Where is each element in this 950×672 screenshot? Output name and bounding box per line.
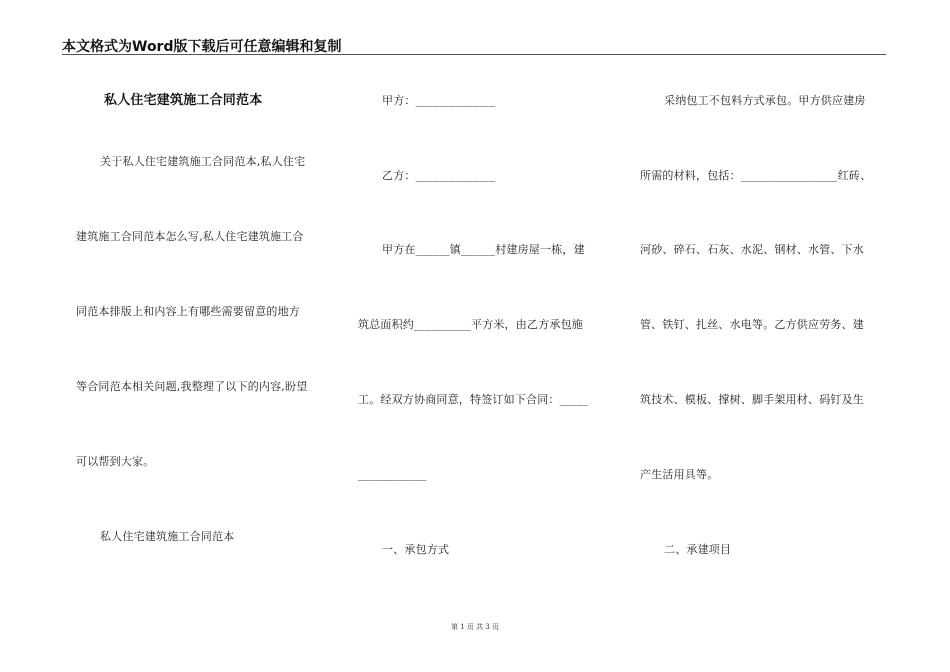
section-heading-1: 一、承包方式 [382,543,450,556]
paragraph-line: 甲方在______镇______村建房屋一栋，建 [382,243,585,256]
paragraph-line: 关于私人住宅建筑施工合同范本,私人住宅 [100,155,306,168]
paragraph-line: 产生活用具等。 [640,468,719,481]
paragraph-line: ____________ [358,468,427,481]
column-2 [358,0,610,672]
section-subtitle: 私人住宅建筑施工合同范本 [100,530,235,543]
paragraph-line: 等合同范本相关问题,我整理了以下的内容,盼望 [76,380,308,393]
party-b-line: 乙方：______________ [382,169,496,182]
paragraph-line: 建筑施工合同范本怎么写,私人住宅建筑施工合 [76,230,304,243]
column-1 [76,0,326,672]
page-footer: 第 1 页 共 3 页 [450,623,500,631]
document-title: 私人住宅建筑施工合同范本 [104,93,263,108]
party-a-line: 甲方：______________ [382,94,496,107]
section-heading-2: 二、承建项目 [664,543,732,556]
paragraph-line: 采纳包工不包料方式承包。甲方供应建房 [664,94,866,107]
paragraph-line: 管、铁钉、扎丝、水电等。乙方供应劳务、建 [640,318,864,331]
header-title: 本文格式为Word版下载后可任意编辑和复制 [62,39,342,55]
paragraph-line: 筑技术、模板、撑树、脚手架用材、码钉及生 [640,393,864,406]
paragraph-line: 同范本排版上和内容上有哪些需要留意的地方 [76,305,300,318]
paragraph-line: 筑总面积约__________平方米，由乙方承包施 [358,318,583,331]
paragraph-line: 所需的材料，包括：_________________红砖、 [640,169,872,182]
paragraph-line: 工。经双方协商同意，特签订如下合同：_____ [358,393,589,406]
column-3 [640,0,884,672]
paragraph-line: 可以帮到大家。 [76,455,155,468]
paragraph-line: 河砂、碎石、石灰、水泥、钢材、水管、下水 [640,243,864,256]
